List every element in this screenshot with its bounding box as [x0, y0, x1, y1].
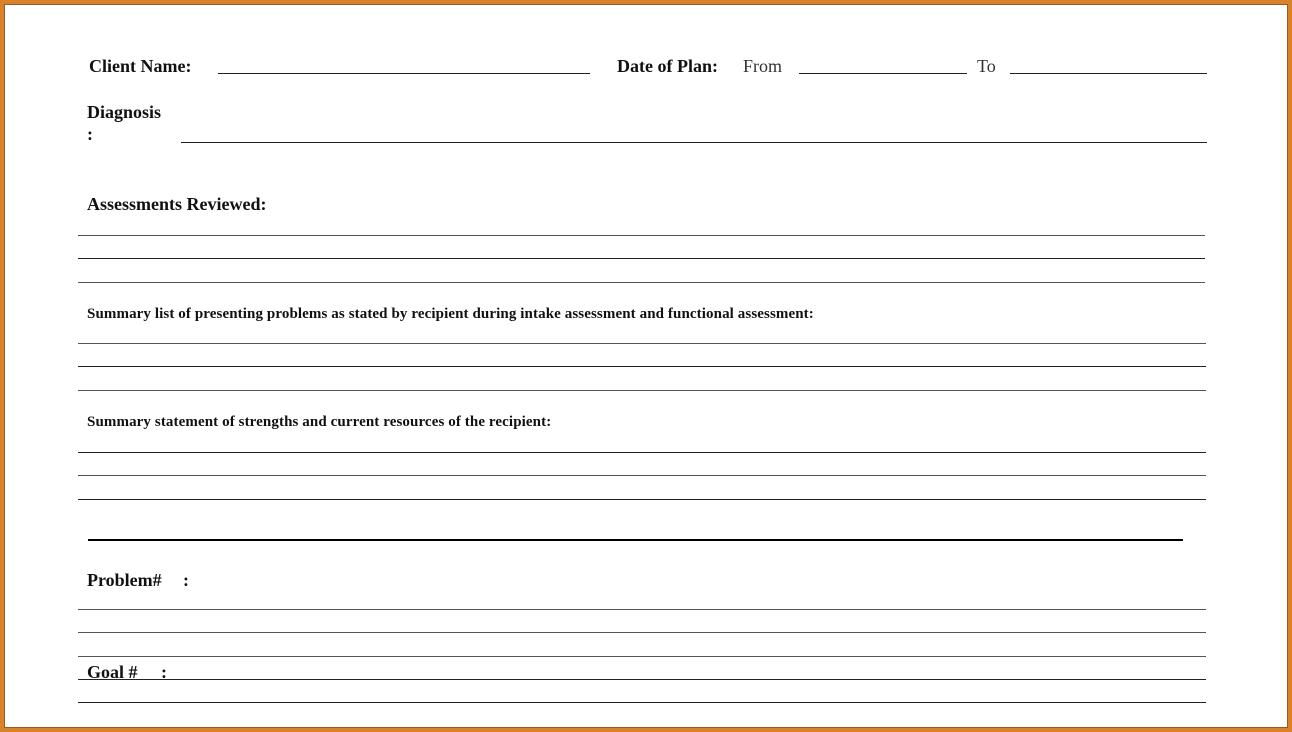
diagnosis-label: Diagnosis: [87, 102, 162, 122]
diagnosis-colon: :: [87, 124, 93, 144]
from-label: From: [743, 56, 783, 76]
date-of-plan-label: Date of Plan:: [617, 56, 718, 76]
strengths-line-3[interactable]: [78, 499, 1206, 500]
goal-line-1[interactable]: [78, 679, 1206, 680]
presenting-problems-line-1[interactable]: [78, 343, 1206, 344]
problem-colon: :: [183, 570, 189, 590]
problem-line-2[interactable]: [78, 632, 1206, 633]
assessments-reviewed-label: Assessments Reviewed:: [87, 194, 267, 214]
problem-line-1[interactable]: [78, 609, 1206, 610]
presenting-problems-line-2[interactable]: [78, 366, 1206, 367]
strengths-line-1[interactable]: [78, 452, 1206, 453]
assessments-line-3[interactable]: [78, 282, 1205, 283]
presenting-problems-line-3[interactable]: [78, 390, 1206, 391]
strengths-line-2[interactable]: [78, 475, 1206, 476]
problem-line-3[interactable]: [78, 656, 1206, 657]
to-label: To: [977, 56, 996, 76]
diagnosis-field[interactable]: [181, 142, 1207, 143]
assessments-line-1[interactable]: [78, 235, 1205, 236]
client-name-label: Client Name:: [89, 56, 192, 76]
assessments-line-2[interactable]: [78, 258, 1205, 259]
section-divider: [88, 539, 1183, 541]
problem-label: Problem#: [87, 570, 162, 590]
date-from-field[interactable]: [799, 73, 967, 74]
strengths-label: Summary statement of strengths and current resources of the recipient:: [87, 414, 552, 430]
client-name-field[interactable]: [218, 73, 590, 74]
presenting-problems-label: Summary list of presenting problems as stated by recipient during intake assessment and functional assessment:: [87, 306, 814, 322]
date-to-field[interactable]: [1010, 73, 1207, 74]
goal-line-2[interactable]: [78, 702, 1206, 703]
goal-colon: :: [161, 662, 167, 682]
goal-label: Goal #: [87, 662, 138, 682]
